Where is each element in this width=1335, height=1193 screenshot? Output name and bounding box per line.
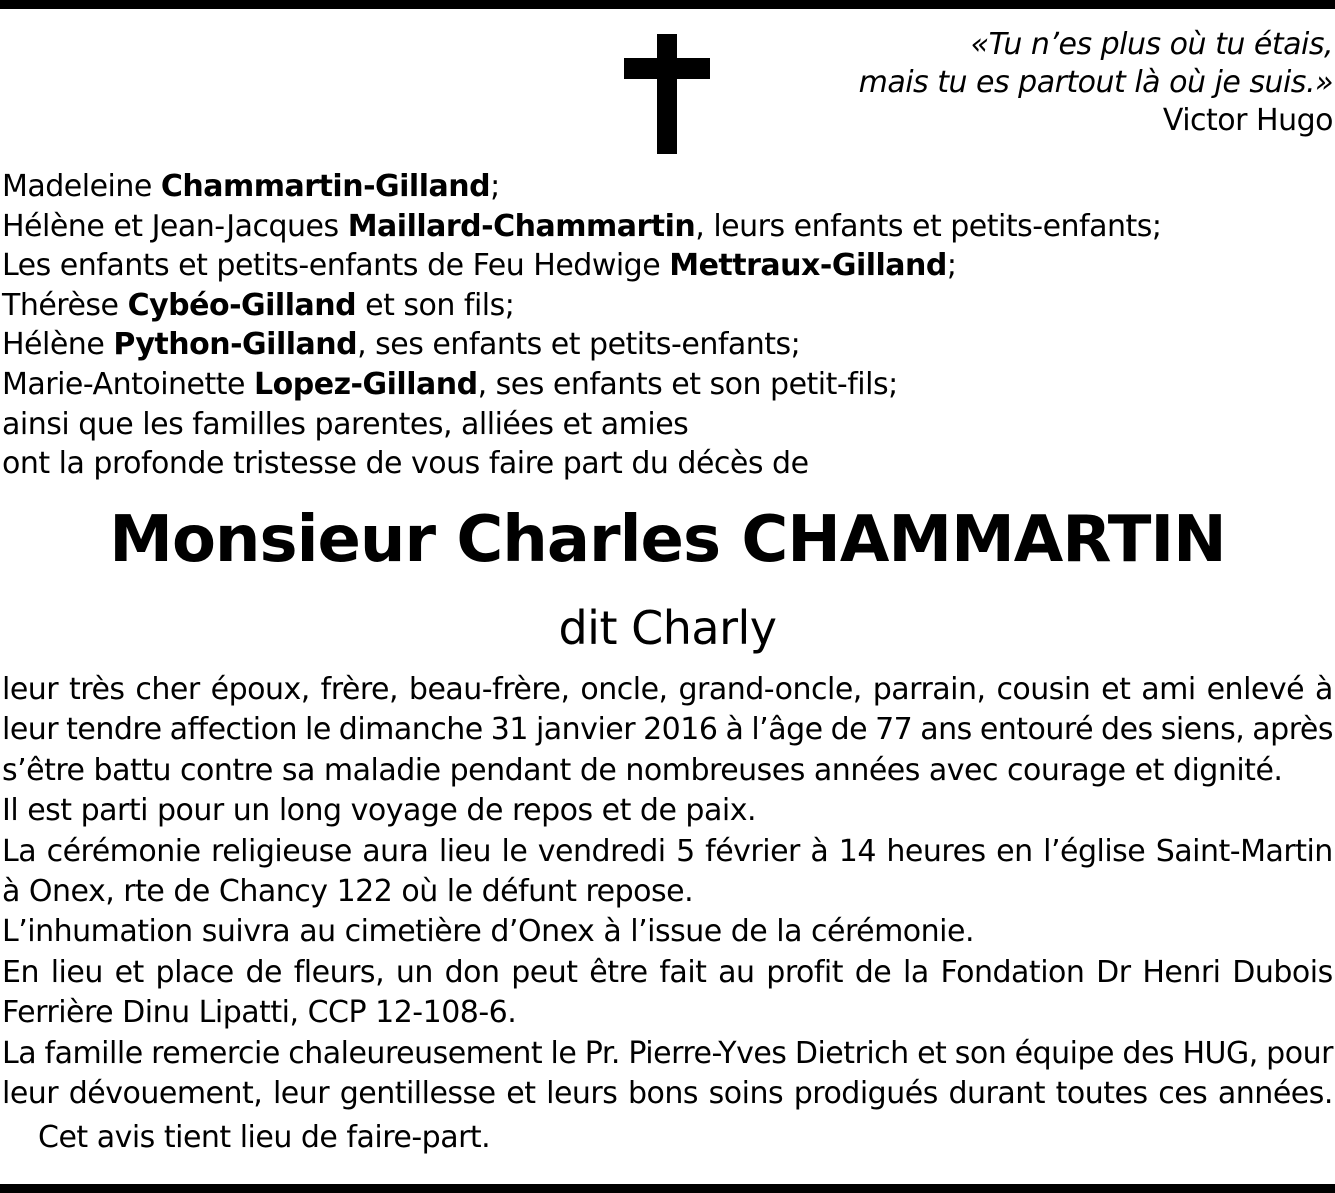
family-line: Thérèse Cybéo-Gilland et son fils;: [2, 287, 515, 323]
quote-author: Victor Hugo: [1162, 103, 1333, 138]
body-line: s’être battu contre sa maladie pendant de nombreuses années avec courage et dignité.: [2, 752, 1283, 788]
family-list: [2, 167, 1162, 484]
body-line: Il est parti pour un long voyage de repos et de paix.: [2, 793, 756, 829]
family-line: ont la profonde tristesse de vous faire part du décès de: [2, 446, 809, 482]
body-line: à Onex, rte de Chancy 122 où le défunt repose.: [2, 873, 694, 909]
quote-line-1: «Tu n’es plus où tu étais,: [970, 27, 1333, 62]
family-line: Hélène Python-Gilland, ses enfants et petits-enfants;: [2, 327, 801, 363]
announcement-body: [2, 670, 1333, 1114]
cross-icon: [624, 34, 710, 154]
body-line: La cérémonie religieuse aura lieu le vendredi 5 février à 14 heures en l’église Saint-Martin: [2, 833, 1333, 869]
top-border: [0, 0, 1335, 9]
body-line: leur tendre affection le dimanche 31 janvier 2016 à l’âge de 77 ans entouré des siens, après: [2, 712, 1333, 748]
quote-line-2: mais tu es partout là où je suis.»: [858, 65, 1333, 100]
closing-note: Cet avis tient lieu de faire-part.: [38, 1120, 491, 1155]
body-line: La famille remercie chaleureusement le Pr. Pierre-Yves Dietrich et son équipe des HUG, pour: [2, 1035, 1333, 1071]
body-line: leur très cher époux, frère, beau-frère, oncle, grand-oncle, parrain, cousin et ami enlevé à: [2, 672, 1333, 707]
family-line: Hélène et Jean-Jacques Maillard-Chammartin, leurs enfants et petits-enfants;: [2, 208, 1162, 244]
epigraph-quote: [859, 26, 1333, 140]
deceased-name: Monsieur Charles CHAMMARTIN: [109, 503, 1226, 577]
body-line: leur dévouement, leur gentillesse et leurs bons soins prodigués durant toutes ces années.: [2, 1075, 1333, 1111]
body-line: Ferrière Dinu Lipatti, CCP 12-108-6.: [2, 995, 517, 1031]
body-line: En lieu et place de fleurs, un don peut être fait au profit de la Fondation Dr Henri Dubois: [2, 954, 1333, 990]
family-line: Madeleine Chammartin-Gilland;: [2, 169, 500, 204]
family-line: Marie-Antoinette Lopez-Gilland, ses enfants et son petit-fils;: [2, 366, 898, 402]
body-line: L’inhumation suivra au cimetière d’Onex à l’issue de la cérémonie.: [2, 914, 974, 950]
family-line: ainsi que les familles parentes, alliées et amies: [2, 406, 689, 442]
deceased-nickname: dit Charly: [558, 601, 777, 655]
family-line: Les enfants et petits-enfants de Feu Hedwige Mettraux-Gilland;: [2, 248, 957, 284]
bottom-border: [0, 1184, 1335, 1193]
